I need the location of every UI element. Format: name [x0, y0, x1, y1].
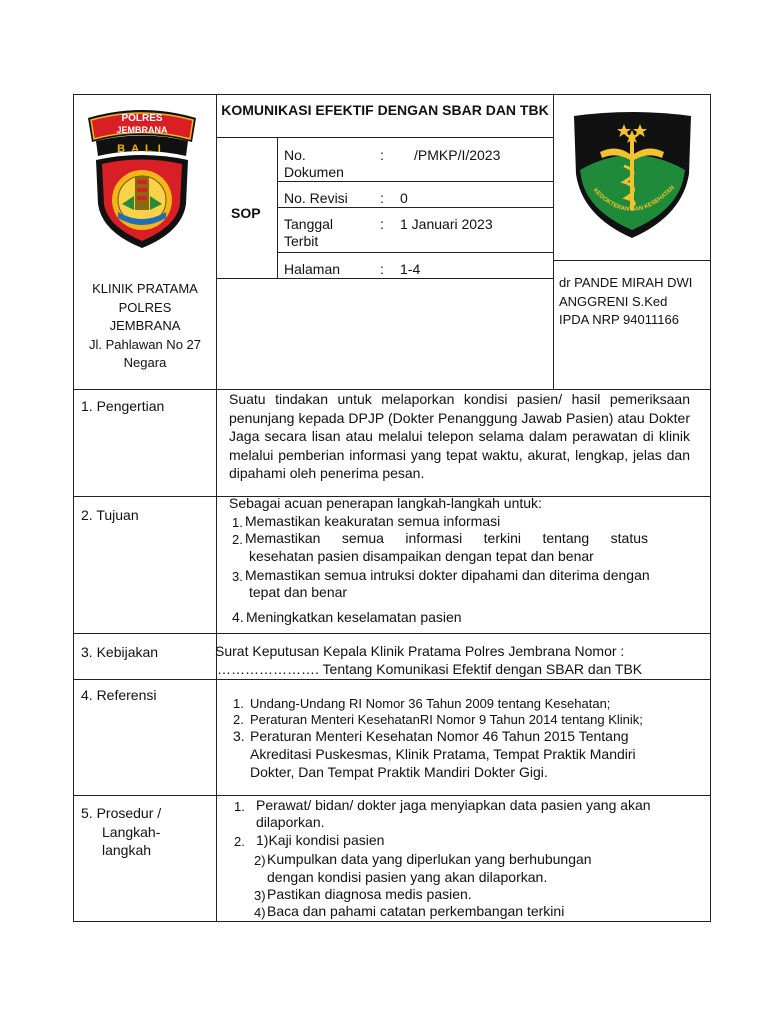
prosedur-item-line: 1)Kaji kondisi pasien [256, 832, 385, 848]
prosedur-subitem-num: 3) [254, 888, 266, 903]
section-label-prosedur: 5. Prosedur / [81, 805, 162, 821]
prosedur-subitem-line: dengan kondisi pasien yang akan dilaporkan. [267, 869, 548, 885]
referensi-item-num: 3. [233, 728, 245, 744]
field-value-halaman: 1-4 [400, 261, 421, 277]
tujuan-item-num: 3. [232, 569, 243, 584]
referensi-item-num: 2. [233, 712, 244, 727]
section-label-kebijakan: 3. Kebijakan [81, 644, 159, 660]
clinic-line: JEMBRANA [109, 318, 181, 333]
section-label-prosedur-cont: Langkah- [102, 824, 161, 840]
field-value-no-revisi: 0 [400, 190, 408, 206]
tujuan-item-num: 1. [232, 515, 243, 530]
prosedur-subitem-line: Kumpulkan data yang diperlukan yang berhubungan [267, 851, 592, 867]
signer-line: IPDA NRP 94011166 [559, 312, 679, 327]
referensi-item-line: Undang-Undang RI Nomor 36 Tahun 2009 tentang Kesehatan; [250, 696, 611, 711]
field-label-tanggal-terbit: Tanggal Terbit [284, 216, 334, 249]
kebijakan-line: …………………. Tentang Komunikasi Efektif dengan SBAR dan TBK [217, 661, 643, 677]
prosedur-item-line: Perawat/ bidan/ dokter jaga menyiapkan data pasien yang akan [256, 797, 651, 813]
section-label-referensi: 4. Referensi [81, 687, 157, 703]
clinic-address [76, 280, 214, 373]
field-value-no-dokumen: /PMKP/I/2023 [414, 147, 501, 163]
referensi-item-line: Peraturan Menteri KesehatanRI Nomor 9 Tahun 2014 tentang Klinik; [250, 712, 643, 727]
logo-top-text: POLRES [121, 113, 163, 124]
tujuan-item-cont: tepat dan benar [249, 584, 348, 600]
field-label-no-revisi: No. Revisi [284, 190, 348, 206]
clinic-line: KLINIK PRATAMA [92, 281, 198, 296]
prosedur-item-num: 2. [234, 834, 245, 849]
kedokteran-dan-kesehatan-logo [570, 110, 695, 240]
field-sep: : [380, 147, 384, 163]
document-title: KOMUNIKASI EFEKTIF DENGAN SBAR DAN TBK [221, 102, 549, 118]
tujuan-item-text: Memastikan semua intruksi dokter dipahami dan diterima dengan [245, 567, 650, 583]
prosedur-subitem-num: 4) [254, 905, 266, 920]
tujuan-item-text: Memastikan semua informasi terkini tentang status [245, 530, 648, 546]
clinic-line: Jl. Pahlawan No 27 [88, 336, 201, 352]
signer-line: dr PANDE MIRAH DWI [559, 275, 693, 290]
clinic-line: Negara [123, 355, 167, 370]
kebijakan-line: Surat Keputusan Kepala Klinik Pratama Polres Jembrana Nomor : [215, 643, 625, 659]
referensi-item-line: Peraturan Menteri Kesehatan Nomor 46 Tahun 2015 Tentang [250, 728, 629, 744]
tujuan-item-text: Meningkatkan keselamatan pasien [246, 609, 462, 625]
polres-jembrana-bali-logo [82, 104, 202, 254]
field-value-tanggal-terbit: 1 Januari 2023 [400, 216, 493, 232]
referensi-item-line: Dokter, Dan Tempat Praktik Mandiri Dokter Gigi. [250, 764, 548, 780]
signer-block [559, 274, 709, 330]
clinic-line: POLRES [118, 299, 172, 315]
logo-arc-text: KEDOKTERAN DAN KESEHATAN [591, 184, 676, 214]
prosedur-item-num: 1. [234, 799, 245, 814]
tujuan-item-cont: kesehatan pasien disampaikan dengan tepat dan benar [249, 548, 594, 564]
signer-line: ANGGRENI S.Ked [559, 293, 668, 309]
logo-bali-text: BALI [117, 143, 167, 155]
tujuan-intro: Sebagai acuan penerapan langkah-langkah untuk: [229, 495, 542, 511]
prosedur-subitem-num: 2) [254, 853, 266, 868]
section-label-pengertian: 1. Pengertian [81, 398, 165, 414]
sop-label: SOP [231, 205, 261, 221]
section-label-tujuan: 2. Tujuan [81, 507, 139, 523]
section-label-prosedur-cont: langkah [102, 842, 152, 858]
field-label-halaman: Halaman [284, 261, 341, 277]
tujuan-item-text: Memastikan keakuratan semua informasi [245, 513, 501, 529]
tujuan-item-num: 2. [232, 532, 243, 547]
field-sep: : [380, 216, 384, 232]
prosedur-subitem-line: Pastikan diagnosa medis pasien. [267, 886, 472, 902]
logo-mid-text: JEMBRANA [116, 125, 168, 135]
field-label-no-dokumen: No. Dokumen [284, 147, 344, 180]
referensi-item-line: Akreditasi Puskesmas, Klinik Pratama, Tempat Praktik Mandiri [250, 746, 636, 762]
referensi-item-num: 1. [233, 696, 244, 711]
field-sep: : [380, 190, 384, 206]
prosedur-subitem-line: Baca dan pahami catatan perkembangan terkini [267, 903, 565, 919]
field-sep: : [380, 261, 384, 277]
tujuan-item-num: 4. [232, 609, 244, 625]
pengertian-text: Suatu tindakan untuk melaporkan kondisi pasien/ hasil pemeriksaan penunjang kepada DPJP (Dokter Penanggung Jawab Pasien) atau Dokter Jaga secara lisan atau melalui telepon selama dalam perawatan di klinik melalui pemberian informasi yang tepat waktu, akurat, lengkap, jelas dan dipahami oleh penerima pesan. [229, 391, 690, 481]
prosedur-item-line: dilaporkan. [256, 814, 325, 830]
